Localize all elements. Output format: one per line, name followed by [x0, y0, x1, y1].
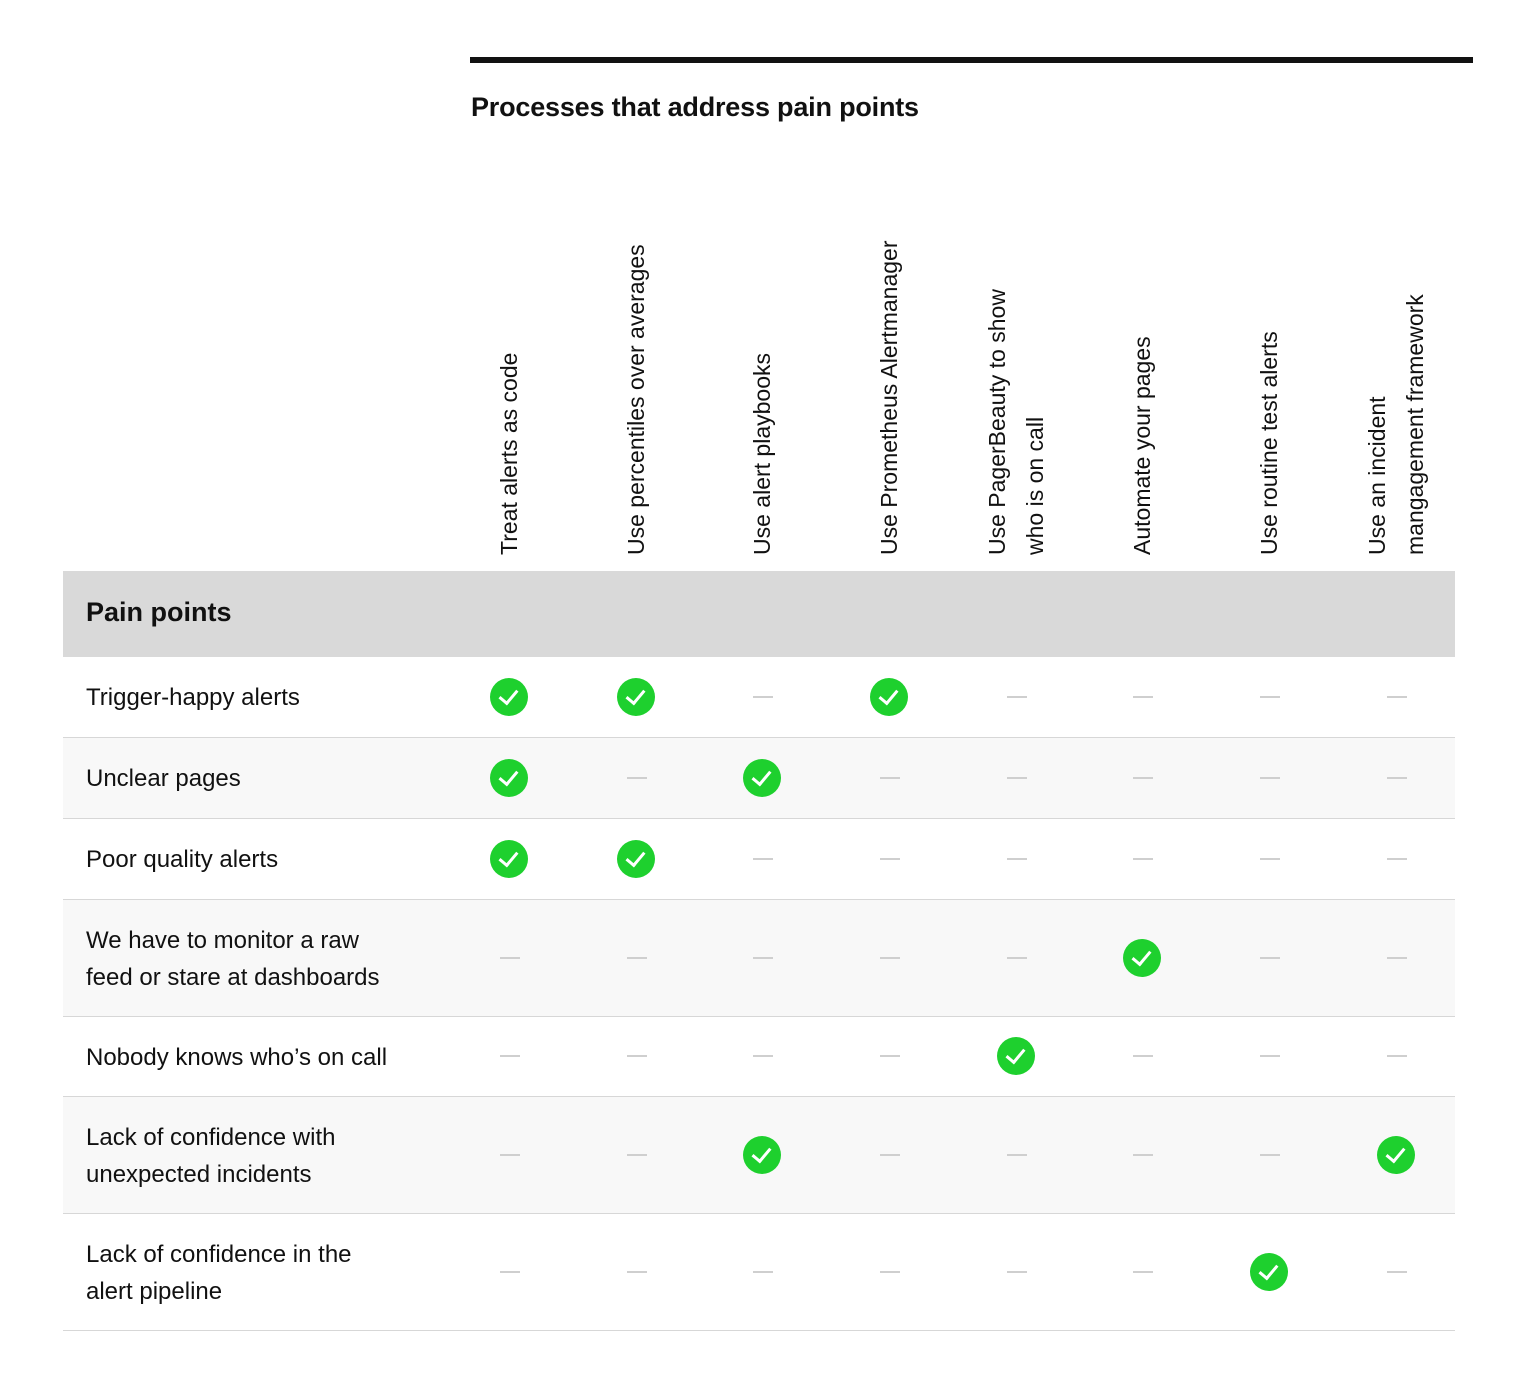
dash-icon [880, 1154, 900, 1156]
dash-icon [1007, 1271, 1027, 1273]
empty-cell [1123, 1253, 1163, 1293]
empty-cell [1377, 939, 1417, 979]
column-header-line: mangagement framework [1402, 294, 1428, 555]
empty-cell [1250, 939, 1290, 979]
empty-cell [870, 1253, 910, 1293]
empty-cell [1377, 1037, 1417, 1077]
empty-cell [743, 1253, 783, 1293]
column-header-line: Use PagerBeauty to show [984, 289, 1010, 555]
check-cell [1250, 1253, 1290, 1293]
pain-points-header [63, 571, 1455, 657]
column-header-label [490, 353, 528, 555]
dash-icon [880, 777, 900, 779]
dash-icon [880, 858, 900, 860]
dash-icon [500, 957, 520, 959]
empty-cell [1123, 759, 1163, 799]
check-icon [870, 678, 908, 716]
dash-icon [1007, 858, 1027, 860]
dash-icon [1260, 696, 1280, 698]
check-cell [617, 840, 657, 880]
check-cell [997, 1037, 1037, 1077]
row-label-line: We have to monitor a raw [86, 927, 360, 954]
table-row [63, 1097, 1455, 1214]
check-icon [617, 840, 655, 878]
empty-cell [1250, 1037, 1290, 1077]
empty-cell [870, 840, 910, 880]
empty-cell [743, 1037, 783, 1077]
empty-cell [870, 1037, 910, 1077]
empty-cell [1123, 840, 1163, 880]
row-label-line: Nobody knows who’s on call [86, 1044, 388, 1071]
empty-cell [743, 939, 783, 979]
empty-cell [490, 939, 530, 979]
row-label [86, 841, 466, 878]
empty-cell [997, 759, 1037, 799]
dash-icon [1260, 957, 1280, 959]
check-icon [490, 840, 528, 878]
check-icon [1123, 939, 1161, 977]
empty-cell [617, 759, 657, 799]
dash-icon [1007, 696, 1027, 698]
column-header-label [1358, 294, 1434, 555]
dash-icon [1387, 858, 1407, 860]
row-label-line: Unclear pages [86, 765, 241, 792]
column-header-line: Use percentiles over averages [623, 244, 649, 555]
table-row [63, 900, 1455, 1017]
pain-points-header-label: Pain points [86, 597, 232, 627]
table-row [63, 1017, 1455, 1097]
dash-icon [627, 1055, 647, 1057]
empty-cell [1377, 840, 1417, 880]
empty-cell [743, 678, 783, 718]
empty-cell [997, 678, 1037, 718]
row-label [86, 922, 466, 996]
dash-icon [500, 1271, 520, 1273]
empty-cell [490, 1136, 530, 1176]
dash-icon [1387, 696, 1407, 698]
dash-icon [1133, 1271, 1153, 1273]
empty-cell [490, 1253, 530, 1293]
empty-cell [617, 1136, 657, 1176]
column-header-line: Use alert playbooks [749, 353, 775, 555]
dash-icon [500, 1154, 520, 1156]
column-header-line: Use Prometheus Alertmanager [876, 240, 902, 555]
empty-cell [1250, 678, 1290, 718]
dash-icon [1007, 777, 1027, 779]
empty-cell [1250, 840, 1290, 880]
column-header-label [1250, 331, 1288, 555]
row-label [86, 1039, 466, 1076]
empty-cell [1250, 1136, 1290, 1176]
dash-icon [1007, 1154, 1027, 1156]
empty-cell [1250, 759, 1290, 799]
table-row [63, 657, 1455, 738]
dash-icon [500, 1055, 520, 1057]
empty-cell [1123, 678, 1163, 718]
empty-cell [870, 759, 910, 799]
dash-icon [1260, 1154, 1280, 1156]
table-row [63, 1214, 1455, 1331]
empty-cell [1377, 678, 1417, 718]
row-label-line: Trigger-happy alerts [86, 684, 300, 711]
column-header-label [1123, 336, 1161, 555]
check-icon [617, 678, 655, 716]
check-cell [490, 840, 530, 880]
empty-cell [1377, 759, 1417, 799]
empty-cell [870, 939, 910, 979]
dash-icon [1133, 858, 1153, 860]
empty-cell [997, 840, 1037, 880]
dash-icon [1387, 957, 1407, 959]
row-label-line: feed or stare at dashboards [86, 964, 380, 991]
empty-cell [1377, 1253, 1417, 1293]
empty-cell [1123, 1136, 1163, 1176]
dash-icon [627, 1154, 647, 1156]
empty-cell [1123, 1037, 1163, 1077]
dash-icon [1133, 1055, 1153, 1057]
empty-cell [490, 1037, 530, 1077]
dash-icon [753, 858, 773, 860]
empty-cell [997, 1253, 1037, 1293]
empty-cell [617, 1253, 657, 1293]
dash-icon [1387, 1271, 1407, 1273]
dash-icon [880, 1055, 900, 1057]
dash-icon [753, 696, 773, 698]
check-cell [743, 1136, 783, 1176]
row-label-line: Lack of confidence with [86, 1124, 336, 1151]
column-header-line: Automate your pages [1129, 336, 1155, 555]
check-cell [1123, 939, 1163, 979]
row-label [86, 679, 466, 716]
check-icon [490, 759, 528, 797]
dash-icon [1133, 777, 1153, 779]
empty-cell [617, 939, 657, 979]
dash-icon [1260, 858, 1280, 860]
empty-cell [870, 1136, 910, 1176]
check-cell [743, 759, 783, 799]
dash-icon [880, 957, 900, 959]
dash-icon [753, 957, 773, 959]
dash-icon [753, 1271, 773, 1273]
dash-icon [627, 1271, 647, 1273]
check-icon [997, 1037, 1035, 1075]
row-label [86, 760, 466, 797]
empty-cell [997, 939, 1037, 979]
column-header-line: who is on call [1022, 416, 1048, 555]
check-cell [1377, 1136, 1417, 1176]
dash-icon [1387, 1055, 1407, 1057]
table-row [63, 819, 1455, 900]
check-icon [743, 1136, 781, 1174]
dash-icon [753, 1055, 773, 1057]
column-header-label [743, 353, 781, 555]
check-cell [490, 759, 530, 799]
check-icon [1250, 1253, 1288, 1291]
dash-icon [1007, 957, 1027, 959]
section-title: Processes that address pain points [471, 92, 919, 122]
row-label [86, 1236, 466, 1310]
column-header-label [870, 241, 908, 556]
row-label-line: unexpected incidents [86, 1161, 312, 1188]
check-cell [617, 678, 657, 718]
row-label [86, 1119, 466, 1193]
table-row [63, 738, 1455, 819]
check-cell [490, 678, 530, 718]
column-header-line: Treat alerts as code [496, 352, 522, 555]
dash-icon [627, 957, 647, 959]
dash-icon [880, 1271, 900, 1273]
column-header-label [978, 289, 1054, 555]
check-icon [1377, 1136, 1415, 1174]
empty-cell [743, 840, 783, 880]
dash-icon [1133, 1154, 1153, 1156]
column-header-line: Use routine test alerts [1256, 331, 1282, 555]
row-label-line: Poor quality alerts [86, 846, 279, 873]
dash-icon [1260, 777, 1280, 779]
row-label-line: alert pipeline [86, 1278, 223, 1305]
check-icon [490, 678, 528, 716]
column-header-label [617, 244, 655, 555]
empty-cell [997, 1136, 1037, 1176]
dash-icon [1387, 777, 1407, 779]
check-icon [743, 759, 781, 797]
top-rule [470, 57, 1473, 63]
empty-cell [617, 1037, 657, 1077]
row-label-line: Lack of confidence in the [86, 1241, 352, 1268]
dash-icon [1260, 1055, 1280, 1057]
check-cell [870, 678, 910, 718]
dash-icon [627, 777, 647, 779]
column-header-line: Use an incident [1364, 396, 1390, 555]
dash-icon [1133, 696, 1153, 698]
